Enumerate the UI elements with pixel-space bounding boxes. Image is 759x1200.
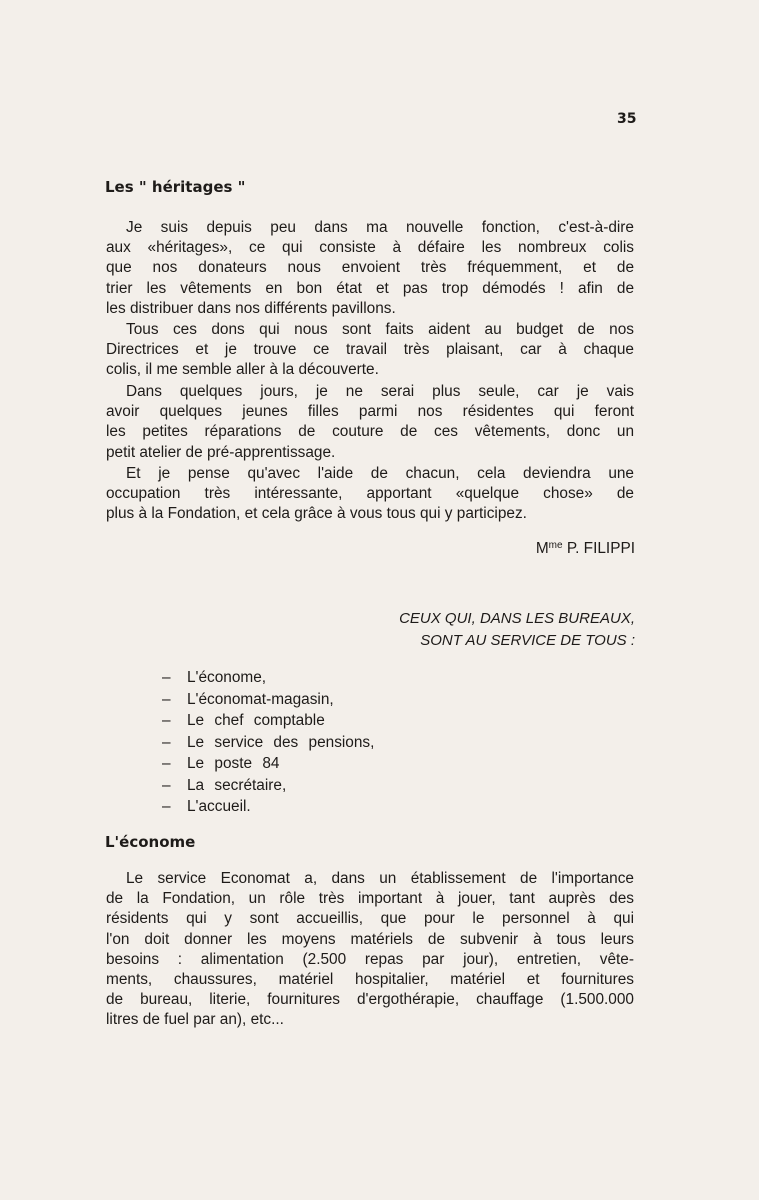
- heritages-paragraph-3: [106, 382, 634, 463]
- text-line: Dans quelques jours, je ne serai plus seule, car je vais: [126, 383, 634, 400]
- list-item: [162, 667, 374, 689]
- text-line: ments, chaussures, matériel hospitalier, matériel et fournitures: [106, 970, 634, 988]
- text-line: plus à la Fondation, et cela grâce à vous tous qui y participez.: [106, 505, 527, 523]
- text-line: les petites réparations de couture de ces vêtements, donc un: [106, 423, 634, 441]
- services-list: [162, 667, 374, 818]
- list-dash: –: [162, 690, 171, 708]
- list-dash: –: [162, 712, 171, 729]
- motto: [399, 608, 635, 652]
- list-item-text: L'économe,: [187, 669, 267, 686]
- text-line: aux «héritages», ce qui consiste à défaire les nombreux colis: [106, 239, 634, 257]
- text-line: occupation très intéressante, apportant «quelque chose» de: [106, 485, 634, 503]
- text-line: résidents qui y sont accueillis, que pour le personnel à qui: [106, 910, 634, 928]
- list-dash: –: [162, 733, 171, 751]
- list-item-text: Le poste 84: [187, 755, 280, 772]
- list-item: [162, 796, 374, 818]
- heritages-paragraph-4: [106, 464, 634, 525]
- list-item-text: La secrétaire,: [187, 776, 287, 794]
- text-line: que nos donateurs nous envoient très fréquemment, et de: [106, 259, 634, 277]
- text-line: de bureau, literie, fournitures d'ergothérapie, chauffage (1.500.000: [106, 991, 634, 1009]
- heritages-paragraph-2: [106, 320, 634, 381]
- text-line: petit atelier de pré-apprentissage.: [106, 443, 336, 461]
- list-item: [162, 753, 374, 775]
- text-line: Directrices et je trouve ce travail très plaisant, car à chaque: [106, 341, 634, 359]
- signature-title: M: [535, 540, 549, 557]
- text-line: colis, il me semble aller à la découverte.: [106, 361, 379, 379]
- text-line: Et je pense qu'avec l'aide de chacun, cela deviendra une: [126, 465, 634, 482]
- list-dash: –: [162, 669, 171, 686]
- list-item: [162, 710, 374, 732]
- list-dash: –: [162, 755, 171, 772]
- list-item: [162, 775, 374, 797]
- list-item: [162, 732, 374, 754]
- page-number: 35: [617, 111, 637, 127]
- list-item: [162, 689, 374, 711]
- text-line: avoir quelques jeunes filles parmi nos résidentes qui feront: [106, 403, 634, 421]
- econome-paragraph: [106, 869, 634, 1031]
- signature: [536, 540, 635, 558]
- text-line: de la Fondation, un rôle très important à jouer, tant auprès des: [106, 890, 634, 908]
- signature-name: P. FILIPPI: [566, 540, 635, 557]
- list-item-text: Le service des pensions,: [187, 733, 375, 751]
- text-line: l'on doit donner les moyens matériels de subvenir à tous leurs: [106, 930, 634, 948]
- text-line: trier les vêtements en bon état et pas trop démodés ! afin de: [106, 279, 634, 297]
- text-line: les distribuer dans nos différents pavillons.: [106, 299, 396, 317]
- heritages-paragraph-1: [106, 218, 634, 319]
- motto-line-1: CEUX QUI, DANS LES BUREAUX,: [399, 610, 635, 627]
- list-item-text: Le chef comptable: [187, 712, 325, 729]
- text-line: Je suis depuis peu dans ma nouvelle fonction, c'est-à-dire: [126, 219, 634, 236]
- section-title-heritages: Les " héritages ": [105, 178, 246, 196]
- list-dash: –: [162, 776, 171, 794]
- list-dash: –: [162, 798, 171, 815]
- motto-line-2: SONT AU SERVICE DE TOUS :: [420, 632, 635, 649]
- text-line: besoins : alimentation (2.500 repas par jour), entretien, vête-: [106, 950, 634, 968]
- text-line: litres de fuel par an), etc...: [106, 1011, 284, 1029]
- signature-title-superscript: me: [548, 540, 563, 551]
- text-line: Le service Economat a, dans un établissement de l'importance: [126, 870, 634, 887]
- text-line: Tous ces dons qui nous sont faits aident au budget de nos: [126, 321, 634, 338]
- list-item-text: L'accueil.: [187, 798, 251, 815]
- list-item-text: L'économat-magasin,: [187, 690, 334, 708]
- section-title-econome: L'économe: [105, 833, 196, 851]
